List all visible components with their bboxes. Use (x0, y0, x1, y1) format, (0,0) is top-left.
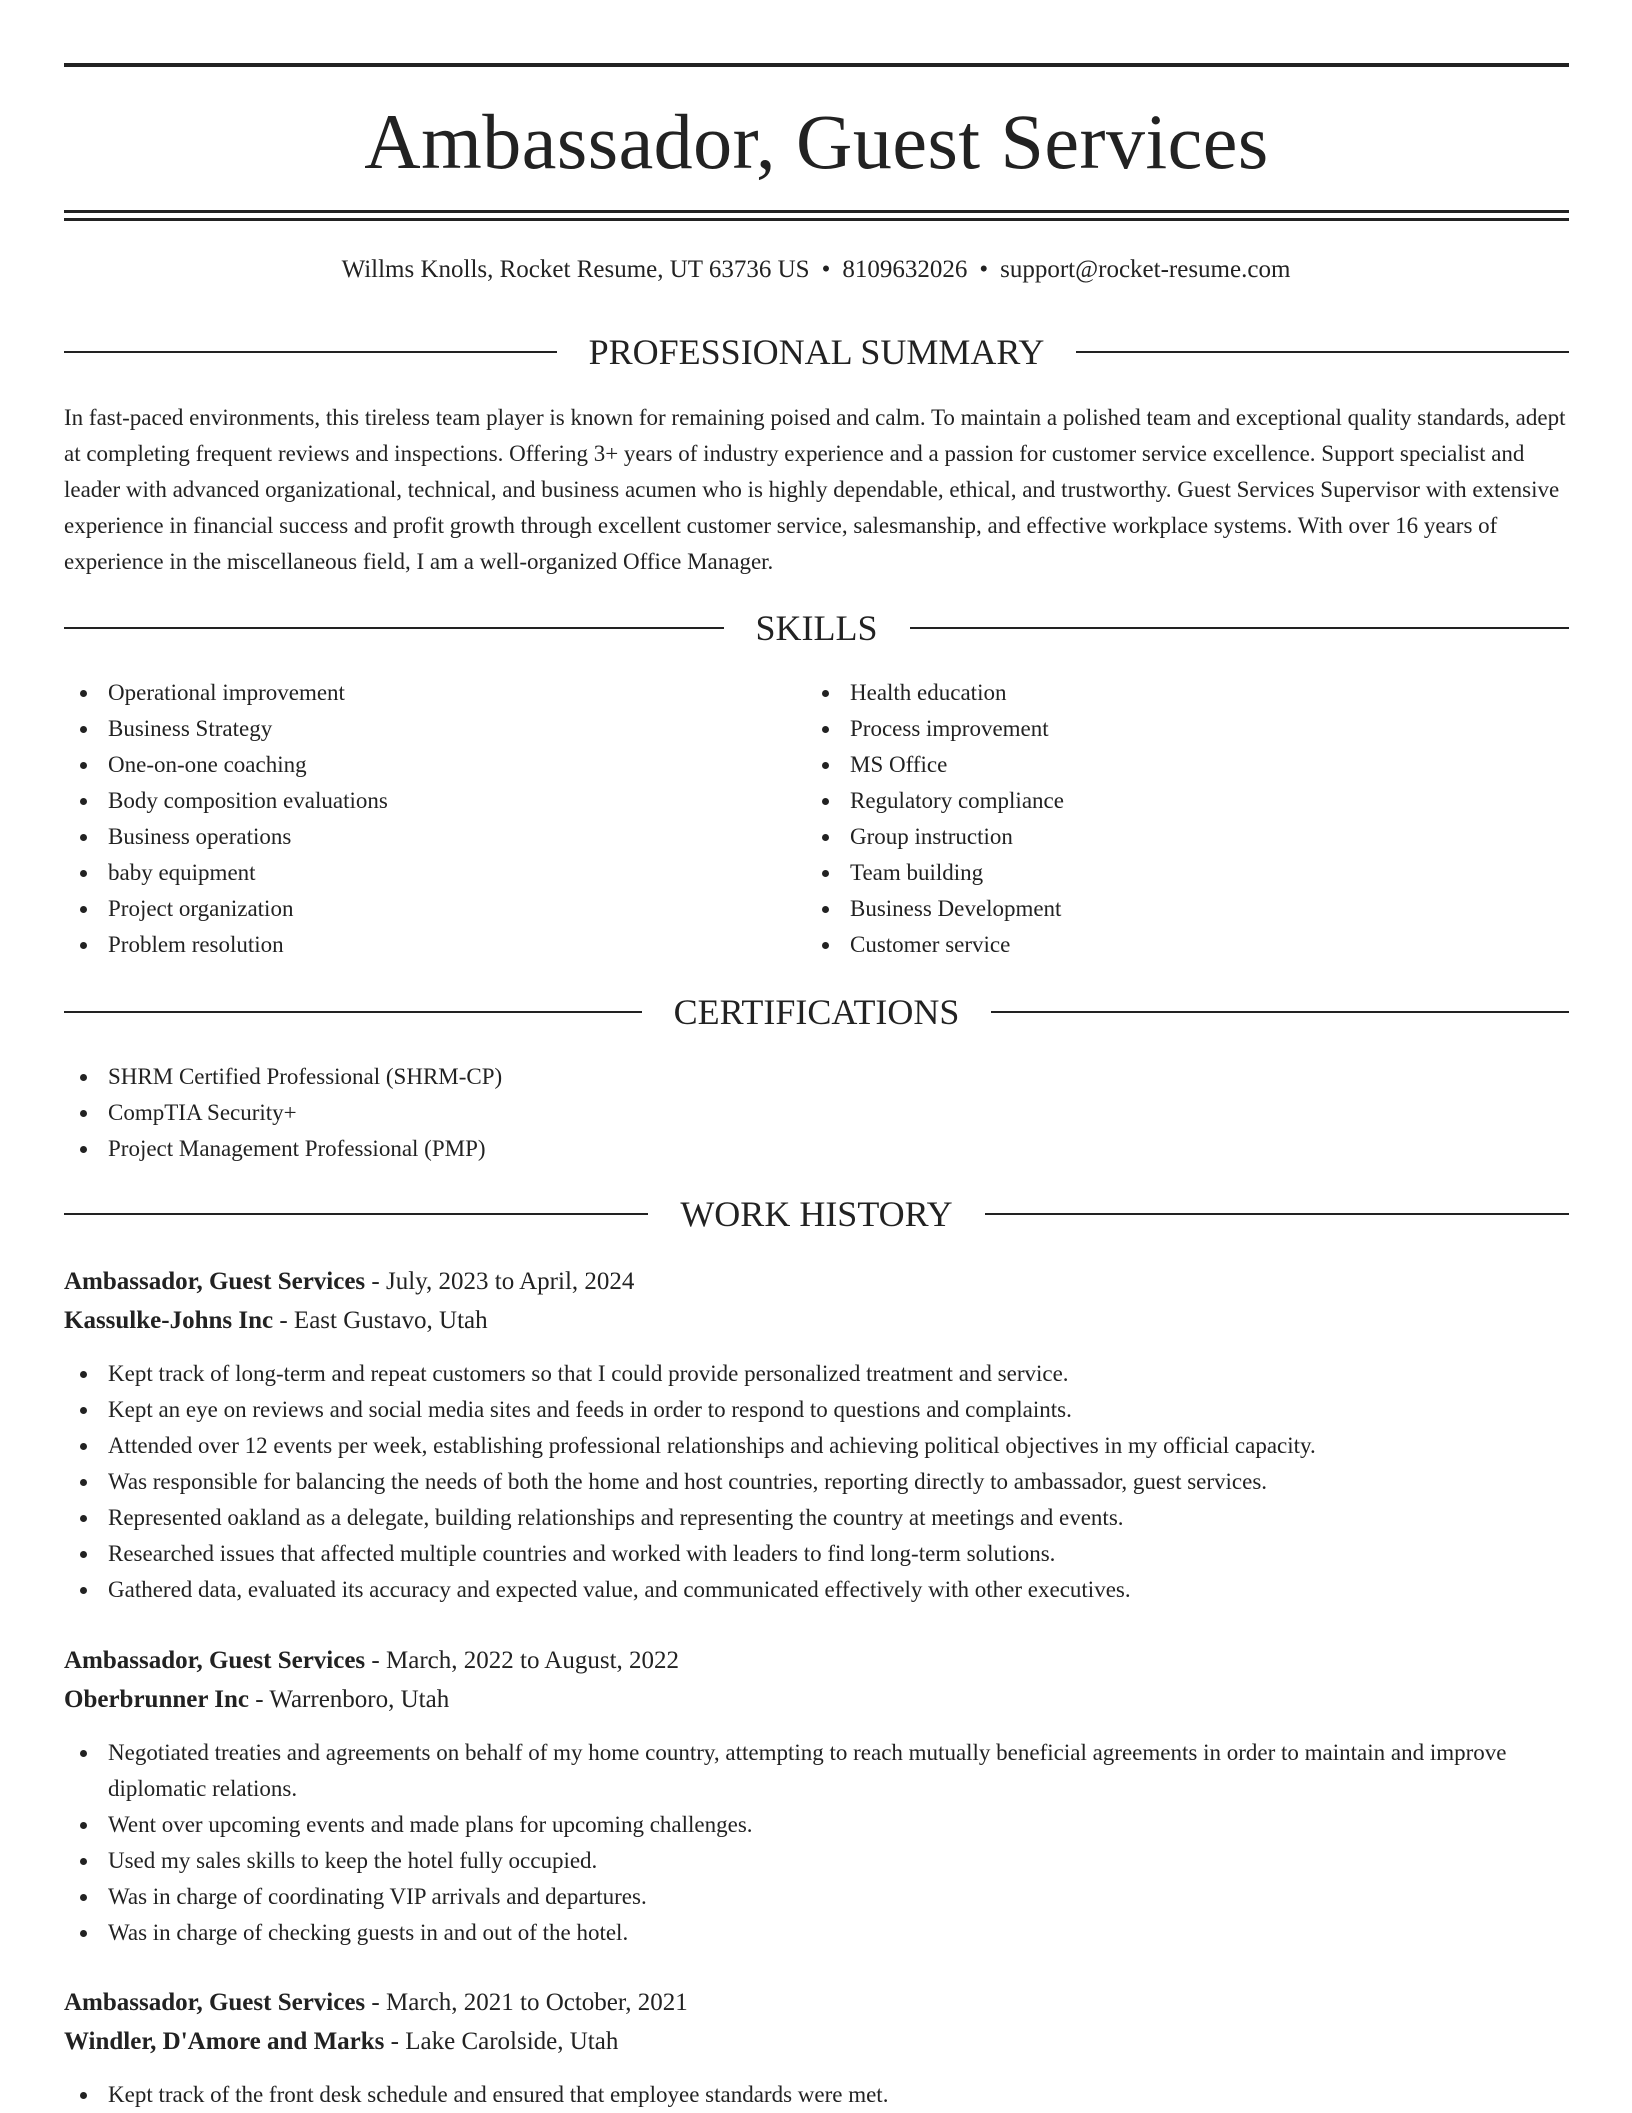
job-dates: - March, 2021 to October, 2021 (365, 1989, 688, 2016)
job-bullets (64, 1356, 1569, 1608)
job-entry (64, 1641, 1569, 1951)
job-entry (64, 1262, 1569, 1608)
job-bullet: Went over upcoming events and made plans for upcoming challenges. (64, 1807, 1569, 1843)
skill-item: Project organization (64, 891, 764, 927)
double-rule (64, 210, 1569, 221)
skill-item: Business Development (806, 891, 1566, 927)
job-location: - Warrenboro, Utah (248, 1686, 450, 1713)
job-bullet: Kept an eye on reviews and social media sites and feeds in order to respond to questions and complaints. (64, 1392, 1569, 1428)
certifications-heading (64, 992, 1569, 1032)
heading-rule (991, 1011, 1569, 1013)
heading-rule (64, 1213, 648, 1215)
work-history-heading (64, 1194, 1569, 1234)
skill-item: Problem resolution (64, 927, 764, 963)
contact-address: Willms Knolls, Rocket Resume, UT 63736 US (341, 256, 810, 283)
skill-item: Body composition evaluations (64, 783, 764, 819)
job-company-line (64, 2022, 1569, 2061)
heading-rule (1076, 351, 1569, 353)
skill-item: Operational improvement (64, 675, 764, 711)
skill-item: Team building (806, 855, 1566, 891)
job-bullet: Attended over 12 events per week, establishing professional relationships and achieving political objectives in my official capacity. (64, 1428, 1569, 1464)
job-bullet: Kept track of long-term and repeat customers so that I could provide personalized treatment and service. (64, 1356, 1569, 1392)
job-bullet: Gathered data, evaluated its accuracy and expected value, and communicated effectively with other executives. (64, 1572, 1569, 1608)
job-bullet: Was in charge of coordinating VIP arrivals and departures. (64, 1879, 1569, 1915)
top-rule (64, 63, 1569, 67)
job-bullet: Negotiated treaties and agreements on behalf of my home country, attempting to reach mutually beneficial agreements in order to maintain and improve diplomatic relations. (64, 1735, 1569, 1807)
skill-item: Health education (806, 675, 1566, 711)
job-company: Oberbrunner Inc (64, 1686, 249, 1713)
section-title: PROFESSIONAL SUMMARY (588, 332, 1045, 372)
contact-email: support@rocket-resume.com (1000, 256, 1291, 283)
summary-text: In fast-paced environments, this tireless team player is known for remaining poised and calm. To maintain a polished team and exceptional quality standards, adept at completing frequent reviews and inspections. Offering 3+ years of industry experience and a passion for customer service excellence. Support specialist and leader with advanced organizational, technical, and business acumen who is highly dependable, ethical, and trustworthy. Guest Services Supervisor with extensive experience in financial success and profit growth through excellent customer service, salesmanship, and effective workplace systems. With over 16 years of experience in the miscellaneous field, I am a well-organized Office Manager. (64, 405, 1566, 574)
section-title: WORK HISTORY (680, 1194, 953, 1234)
heading-rule (64, 1011, 642, 1013)
job-bullets (64, 2077, 1569, 2113)
job-company: Kassulke-Johns Inc (64, 1307, 274, 1334)
contact-separator: • (821, 256, 831, 283)
section-title: CERTIFICATIONS (673, 992, 960, 1032)
job-dates: - July, 2023 to April, 2024 (365, 1268, 635, 1295)
job-bullet: Was responsible for balancing the needs of both the home and host countries, reporting directly to ambassador, guest services. (64, 1464, 1569, 1500)
skills-list-right (806, 675, 1566, 963)
resume-title: Ambassador, Guest Services (364, 98, 1269, 185)
skill-item: Customer service (806, 927, 1566, 963)
job-title: Ambassador, Guest Services (64, 1647, 366, 1674)
job-company-line (64, 1301, 1569, 1340)
contact-phone: 8109632026 (842, 256, 968, 283)
skill-item: Group instruction (806, 819, 1566, 855)
skill-item: baby equipment (64, 855, 764, 891)
skill-item: MS Office (806, 747, 1566, 783)
heading-rule (910, 627, 1570, 629)
job-title-line (64, 1641, 1569, 1680)
job-dates: - March, 2022 to August, 2022 (365, 1647, 680, 1674)
skill-item: One-on-one coaching (64, 747, 764, 783)
job-entry (64, 1983, 1569, 2113)
job-title-line (64, 1983, 1569, 2022)
skills-list-left (64, 675, 764, 963)
job-bullet: Kept track of the front desk schedule and ensured that employee standards were met. (64, 2077, 1569, 2113)
skill-item: Business operations (64, 819, 764, 855)
contact-separator: • (979, 256, 989, 283)
summary-heading (64, 332, 1569, 372)
job-company-line (64, 1680, 1569, 1719)
job-bullets (64, 1735, 1569, 1951)
certification-item: SHRM Certified Professional (SHRM-CP) (64, 1059, 1569, 1095)
job-location: - Lake Carolside, Utah (384, 2028, 619, 2055)
skill-item: Business Strategy (64, 711, 764, 747)
job-bullet: Represented oakland as a delegate, building relationships and representing the country at meetings and events. (64, 1500, 1569, 1536)
heading-rule (64, 351, 557, 353)
job-bullet: Was in charge of checking guests in and out of the hotel. (64, 1915, 1569, 1951)
heading-rule (64, 627, 724, 629)
certification-item: Project Management Professional (PMP) (64, 1131, 1569, 1167)
skills-heading (64, 608, 1569, 648)
job-bullet: Used my sales skills to keep the hotel fully occupied. (64, 1843, 1569, 1879)
contact-line (0, 254, 1632, 286)
heading-rule (985, 1213, 1569, 1215)
job-title-line (64, 1262, 1569, 1301)
job-location: - East Gustavo, Utah (273, 1307, 488, 1334)
job-title: Ambassador, Guest Services (64, 1268, 366, 1295)
skill-item: Process improvement (806, 711, 1566, 747)
certifications-list (64, 1059, 1569, 1167)
title-block (64, 63, 1569, 221)
certification-item: CompTIA Security+ (64, 1095, 1569, 1131)
job-title: Ambassador, Guest Services (64, 1989, 366, 2016)
job-bullet: Researched issues that affected multiple countries and worked with leaders to find long-term solutions. (64, 1536, 1569, 1572)
section-title: SKILLS (755, 608, 878, 648)
job-company: Windler, D'Amore and Marks (64, 2028, 385, 2055)
skill-item: Regulatory compliance (806, 783, 1566, 819)
